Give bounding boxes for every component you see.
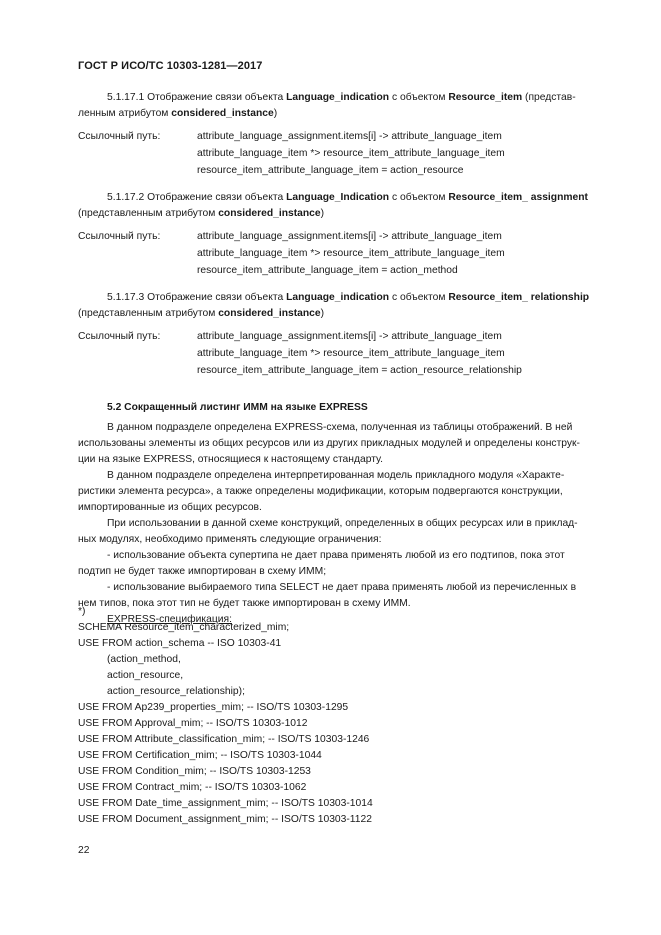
reference-path-label: Ссылочный путь:: [78, 131, 161, 142]
body-line: При использовании в данной схеме конструкций, определенных в общих ресурсах или в приклад-: [107, 518, 578, 529]
code-line: action_resource_relationship);: [107, 686, 245, 697]
reference-path-line: resource_item_attribute_language_item = action_resource: [197, 165, 464, 176]
body-line: - использование объекта супертипа не дает права применять любой из его подтипов, пока этот: [107, 550, 565, 561]
clause-line: 5.1.17.3 Отображение связи объекта Language_indication с объектом Resource_item_ relationship: [107, 292, 590, 303]
code-line: USE FROM Contract_mim; -- ISO/TS 10303-1062: [78, 782, 307, 793]
reference-path-line: resource_item_attribute_language_item = action_method: [197, 265, 458, 276]
clause-line: (представленным атрибутом considered_instance): [78, 308, 325, 319]
code-line: USE FROM Document_assignment_mim; -- ISO/TS 10303-1122: [78, 814, 372, 825]
reference-path-line: attribute_language_assignment.items[i] -> attribute_language_item: [197, 231, 502, 242]
code-line: *): [78, 606, 86, 617]
reference-path-line: attribute_language_assignment.items[i] -> attribute_language_item: [197, 331, 502, 342]
code-line: USE FROM Attribute_classification_mim; -- ISO/TS 10303-1246: [78, 734, 370, 745]
section-body: [78, 420, 616, 628]
clause-line: 5.1.17.1 Отображение связи объекта Language_indication с объектом Resource_item (представ-: [107, 92, 576, 103]
body-line: ции на языке EXPRESS, относящиеся к настоящему стандарту.: [78, 454, 384, 465]
clause-5-1-17-2: [78, 190, 616, 222]
section-title: 5.2 Сокращенный листинг ИММ на языке EXPRESS: [107, 402, 368, 413]
code-line: USE FROM Approval_mim; -- ISO/TS 10303-1012: [78, 718, 308, 729]
code-line: USE FROM Ap239_properties_mim; -- ISO/TS 10303-1295: [78, 702, 349, 713]
code-line: (action_method,: [107, 654, 181, 665]
body-line: ристики элемента ресурса», а также определены модификации, которым подвергаются конструкции,: [78, 486, 563, 497]
code-line: USE FROM Certification_mim; -- ISO/TS 10303-1044: [78, 750, 322, 761]
body-line: ных модулях, необходимо применять следующие ограничения:: [78, 534, 382, 545]
code-line: USE FROM Condition_mim; -- ISO/TS 10303-1253: [78, 766, 311, 777]
reference-path-label: Ссылочный путь:: [78, 331, 161, 342]
clause-line: (представленным атрибутом considered_instance): [78, 208, 325, 219]
body-line: нем типов, пока этот тип не будет также импортирован в схему ИММ.: [78, 598, 411, 609]
reference-path-label: Ссылочный путь:: [78, 231, 161, 242]
reference-path-line: attribute_language_item *> resource_item_attribute_language_item: [197, 348, 505, 359]
clause-5-1-17-1: [78, 90, 616, 122]
express-spec-label: EXPRESS-спецификация:: [107, 614, 232, 625]
body-line: В данном подразделе определена EXPRESS-схема, полученная из таблицы отображений. В ней: [107, 422, 573, 433]
code-line: USE FROM Date_time_assignment_mim; -- ISO/TS 10303-1014: [78, 798, 373, 809]
body-line: - использование выбираемого типа SELECT не дает права применять любой из перечисленных в: [107, 582, 577, 593]
body-line: импортированные из общих ресурсов.: [78, 502, 262, 513]
code-line: USE FROM action_schema -- ISO 10303-41: [78, 638, 282, 649]
clause-line: ленным атрибутом considered_instance): [78, 108, 278, 119]
code-line: SCHEMA Resource_item_characterized_mim;: [78, 622, 290, 633]
reference-path-line: attribute_language_item *> resource_item_attribute_language_item: [197, 148, 505, 159]
reference-path-line: attribute_language_assignment.items[i] -> attribute_language_item: [197, 131, 502, 142]
express-code: [78, 604, 373, 828]
document-header: ГОСТ Р ИСО/ТС 10303-1281—2017: [78, 60, 263, 72]
clause-line: 5.1.17.2 Отображение связи объекта Language_Indication с объектом Resource_item_ assignment: [107, 192, 588, 203]
page-number: 22: [78, 845, 90, 856]
body-line: использованы элементы из общих ресурсов или из других прикладных модулей и определены конструк-: [78, 438, 580, 449]
body-line: подтип не будет также импортирован в схему ИММ;: [78, 566, 327, 577]
reference-path-line: attribute_language_item *> resource_item_attribute_language_item: [197, 248, 505, 259]
code-line: action_resource,: [107, 670, 184, 681]
reference-path-line: resource_item_attribute_language_item = action_resource_relationship: [197, 365, 522, 376]
clause-5-1-17-3: [78, 290, 616, 322]
body-line: В данном подразделе определена интерпретированная модель прикладного модуля «Характе-: [107, 470, 565, 481]
